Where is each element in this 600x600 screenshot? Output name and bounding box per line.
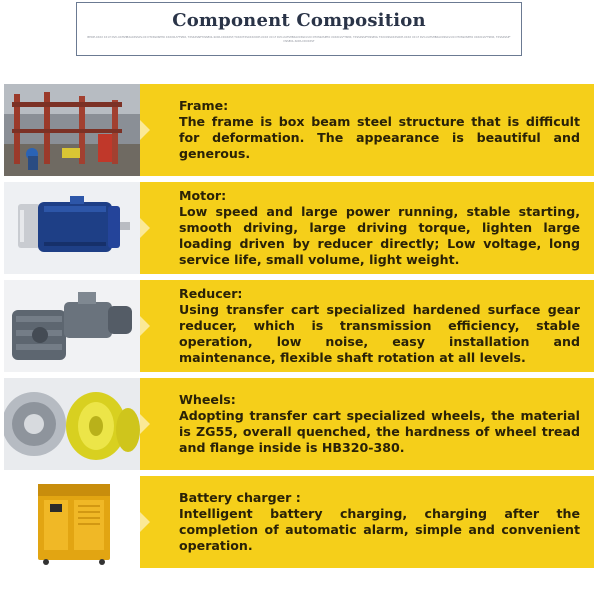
- arrow-notch-icon: [140, 512, 150, 532]
- section-reducer: [4, 280, 594, 372]
- arrow-notch-icon: [140, 414, 150, 434]
- section-body: Adopting transfer cart specialized wheels, the material is ZG55, overall quenched, the hardness of wheel tread and flange inside is HB320-380.: [179, 408, 580, 455]
- arrow-notch-icon: [140, 316, 150, 336]
- section-title: Frame:: [179, 98, 229, 113]
- section-motor: [4, 182, 594, 274]
- battery-charger-photo: [4, 476, 140, 568]
- wheels-photo: [4, 378, 140, 470]
- arrow-notch-icon: [140, 218, 150, 238]
- section-title: Motor:: [179, 188, 227, 203]
- section-wheels: [4, 378, 594, 470]
- section-body: Using transfer cart specialized hardened surface gear reducer, which is transmission efficiency, stable operation, low noise, easy installation and maintenance, flexible shaft rotation at all levels.: [179, 302, 580, 365]
- arrow-notch-icon: [140, 120, 150, 140]
- section-body: Intelligent battery charging, charging after the completion of automatic alarm, simple and convenient operation.: [179, 506, 580, 553]
- page-title: Component Composition: [172, 10, 426, 31]
- electric-motor-photo: [4, 182, 140, 274]
- section-body: The frame is box beam steel structure that is difficult for deformation. The appearance is beautiful and generous.: [179, 114, 580, 161]
- section-title: Reducer:: [179, 286, 243, 301]
- section-body: Low speed and large power running, stable starting, smooth driving, large driving torque, lighten large loading driven by reducer directly; Low voltage, long service life, small volume, light weight.: [179, 204, 580, 267]
- gear-reducer-photo: [4, 280, 140, 372]
- section-battery-charger: [4, 476, 594, 568]
- header-subtitle: BEICE-XXXX XX LT DVC-XATSHBXAXXSSCV-XX DTXSSXSPHO XXXXCLS*TSMX, TXSSXSSP*DSSEOL.SCPA.CDXXXST,TXXXXTXSXXXXXCH-XXXX XX LT DVC-XATSHBXAXXSSCV-XX DTXSSXSPHO XXXXCLS*TSMX, TXSSXSSP*DSSEOL TXXXXSSXXXSXCH-XXXX XX LT DVC-XATSHBXAXXSSCV-XX DTXSSXSPHO XXXXCLS*TSMX, TXSSXSSP*DSSEOL.SCPA.CDXXXST: [87, 36, 511, 43]
- section-frame: [4, 84, 594, 176]
- header-box: [76, 2, 522, 56]
- section-title: Battery charger :: [179, 490, 301, 505]
- section-title: Wheels:: [179, 392, 236, 407]
- steel-frame-workshop-photo: [4, 84, 140, 176]
